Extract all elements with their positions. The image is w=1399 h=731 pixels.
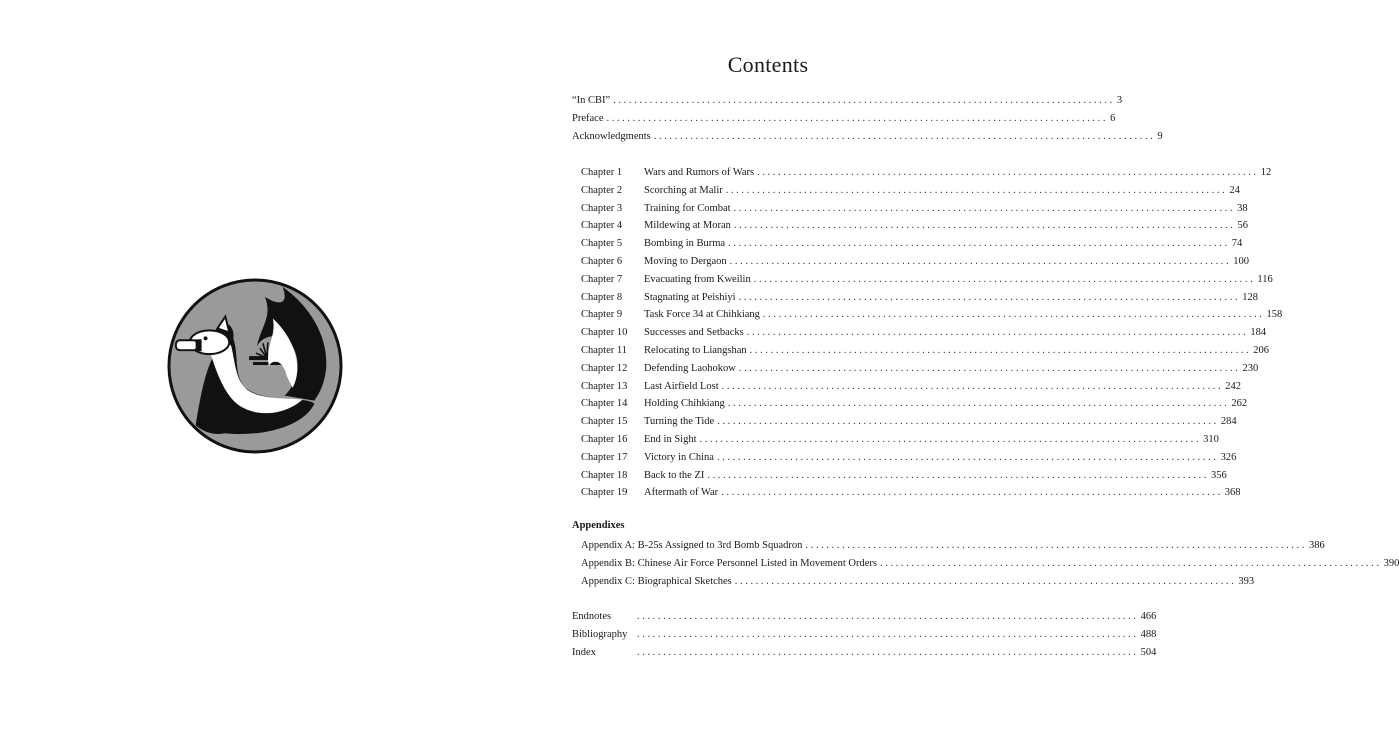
chapter-number: Chapter 17 bbox=[581, 451, 628, 463]
page-title: Contents bbox=[727, 52, 809, 77]
toc-page: 158 bbox=[1266, 309, 1283, 321]
toc-entry-index[interactable] bbox=[572, 646, 1157, 660]
toc-entry-bibliography[interactable] bbox=[572, 628, 1157, 642]
toc-label: Stagnating at Peishiyi bbox=[644, 291, 736, 303]
toc-label: Evacuating from Kweilin bbox=[644, 273, 751, 285]
leader-dots: ................................................................................................ bbox=[762, 309, 1265, 321]
toc-page: 356 bbox=[1210, 469, 1227, 481]
chapter-number: Chapter 3 bbox=[581, 202, 623, 214]
toc-label: Wars and Rumors of Wars bbox=[644, 167, 755, 178]
toc-entry-chapter[interactable] bbox=[644, 380, 1242, 394]
leader-dots: ................................................................................................ bbox=[637, 611, 1139, 622]
toc-entry-chapter[interactable] bbox=[644, 291, 1258, 305]
leader-dots: ................................................................................................ bbox=[733, 202, 1236, 214]
toc-label: Holding Chihkiang bbox=[644, 398, 725, 410]
chapter-number: Chapter 8 bbox=[581, 291, 623, 303]
toc-page: 284 bbox=[1220, 416, 1237, 428]
toc-label: Victory in China bbox=[644, 451, 714, 463]
toc-label: Bibliography bbox=[572, 629, 628, 640]
toc-entry-chapter[interactable] bbox=[644, 344, 1270, 358]
toc-entry-chapter[interactable] bbox=[644, 273, 1273, 287]
toc-entry-chapter[interactable] bbox=[644, 166, 1272, 180]
toc-entry-chapter[interactable] bbox=[644, 255, 1249, 269]
toc-page: 310 bbox=[1203, 434, 1219, 445]
chapter-number: Chapter 18 bbox=[581, 469, 628, 481]
chapter-number: Chapter 11 bbox=[581, 345, 627, 356]
toc-page: 393 bbox=[1238, 576, 1255, 587]
toc-entry-chapter[interactable] bbox=[644, 433, 1219, 447]
toc-entry-chapter[interactable] bbox=[644, 326, 1267, 340]
leader-dots: ................................................................................................ bbox=[716, 451, 1219, 463]
leader-dots: ................................................................................................ bbox=[728, 238, 1230, 250]
toc-page: 230 bbox=[1242, 362, 1259, 374]
toc-page: 184 bbox=[1250, 327, 1267, 339]
leader-dots: ................................................................................................ bbox=[734, 576, 1237, 587]
toc-entry-chapter[interactable] bbox=[644, 219, 1249, 233]
toc-label: Back to the ZI bbox=[644, 469, 705, 481]
leader-dots: ................................................................................................ bbox=[721, 487, 1223, 499]
toc-page: 74 bbox=[1231, 238, 1243, 250]
toc-label: Appendix A: B-25s Assigned to 3rd Bomb Squadron bbox=[581, 540, 803, 551]
toc-page: 390 bbox=[1383, 558, 1399, 569]
chapter-number: Chapter 4 bbox=[581, 220, 623, 232]
toc-entry-in-cbi[interactable] bbox=[572, 94, 1123, 108]
toc-label: “In CBI” bbox=[572, 95, 611, 106]
leader-dots: ................................................................................................ bbox=[753, 273, 1256, 285]
leader-dots: ................................................................................................ bbox=[637, 629, 1139, 640]
toc-entry-chapter[interactable] bbox=[644, 308, 1283, 322]
chapter-number: Chapter 14 bbox=[581, 398, 628, 410]
leader-dots: ................................................................................................ bbox=[738, 291, 1241, 303]
toc-page: 128 bbox=[1242, 291, 1258, 303]
leader-dots: ................................................................................................ bbox=[880, 558, 1382, 569]
appendixes-heading: Appendixes bbox=[572, 520, 625, 531]
leader-dots: ................................................................................................ bbox=[707, 469, 1209, 481]
toc-page: 24 bbox=[1229, 184, 1240, 196]
chapter-number: Chapter 15 bbox=[581, 416, 628, 428]
toc-page: 368 bbox=[1224, 487, 1241, 499]
toc-label: Turning the Tide bbox=[644, 416, 715, 428]
leader-dots: ................................................................................................ bbox=[738, 362, 1241, 374]
toc-label: Successes and Setbacks bbox=[644, 327, 744, 339]
leader-dots: ................................................................................................ bbox=[749, 345, 1252, 356]
toc-page: 9 bbox=[1157, 131, 1163, 142]
toc-entry-chapter[interactable] bbox=[644, 184, 1240, 198]
toc-page: 3 bbox=[1116, 95, 1123, 106]
toc-page: 6 bbox=[1110, 113, 1116, 124]
leader-dots: ................................................................................................ bbox=[725, 184, 1228, 196]
leader-dots: ................................................................................................ bbox=[805, 540, 1307, 551]
toc-page: 56 bbox=[1237, 220, 1249, 232]
toc-page: 262 bbox=[1231, 398, 1248, 410]
toc-label: Acknowledgments bbox=[572, 131, 651, 142]
toc-label: Endnotes bbox=[572, 611, 612, 622]
toc-entry-appendix-c[interactable] bbox=[581, 575, 1255, 589]
chapter-number: Chapter 13 bbox=[581, 380, 628, 392]
toc-page: 386 bbox=[1309, 540, 1325, 551]
toc-page: 242 bbox=[1225, 380, 1242, 392]
leader-dots: ................................................................................................ bbox=[613, 95, 1115, 106]
toc-page: 466 bbox=[1140, 611, 1157, 622]
toc-label: Moving to Dergaon bbox=[644, 256, 727, 267]
toc-label: Training for Combat bbox=[644, 202, 731, 214]
leader-dots: ................................................................................................ bbox=[757, 167, 1259, 178]
chapter-number: Chapter 7 bbox=[581, 273, 623, 285]
toc-entry-chapter[interactable] bbox=[644, 237, 1243, 251]
toc-page: 206 bbox=[1253, 345, 1270, 356]
toc-label: Bombing in Burma bbox=[644, 238, 726, 250]
toc-label: Task Force 34 at Chihkiang bbox=[644, 309, 760, 321]
toc-entry-chapter[interactable] bbox=[644, 469, 1227, 483]
toc-entry-appendix-b[interactable] bbox=[581, 557, 1399, 571]
toc-entry-appendix-a[interactable] bbox=[581, 539, 1325, 553]
chapter-number: Chapter 1 bbox=[581, 167, 623, 178]
leader-dots: ................................................................................................ bbox=[729, 256, 1232, 267]
toc-page: 38 bbox=[1237, 202, 1248, 214]
leader-dots: ................................................................................................ bbox=[653, 131, 1156, 142]
toc-label: Defending Laohokow bbox=[644, 362, 736, 374]
toc-entry-acknowledgments[interactable] bbox=[572, 130, 1163, 144]
leader-dots: ................................................................................................ bbox=[733, 220, 1236, 232]
toc-label: Aftermath of War bbox=[644, 487, 719, 499]
leader-dots: ................................................................................................ bbox=[746, 327, 1249, 339]
leader-dots: ................................................................................................ bbox=[699, 434, 1202, 445]
toc-label: End in Sight bbox=[644, 434, 697, 445]
chapter-number: Chapter 10 bbox=[581, 327, 628, 339]
chapter-number: Chapter 16 bbox=[581, 434, 628, 445]
chapter-number: Chapter 5 bbox=[581, 238, 623, 250]
toc-label: Relocating to Liangshan bbox=[644, 345, 747, 356]
toc-label: Appendix C: Biographical Sketches bbox=[581, 576, 732, 587]
toc-page: 326 bbox=[1220, 451, 1237, 463]
leader-dots: ................................................................................................ bbox=[727, 398, 1230, 410]
toc-entry-endnotes[interactable] bbox=[572, 610, 1157, 624]
toc-entry-chapter[interactable] bbox=[644, 397, 1248, 411]
toc-page: 504 bbox=[1140, 647, 1157, 658]
toc-entry-chapter[interactable] bbox=[644, 451, 1237, 465]
toc-label: Scorching at Malir bbox=[644, 184, 723, 196]
toc-entry-chapter[interactable] bbox=[644, 486, 1241, 500]
toc-label: Mildewing at Moran bbox=[644, 220, 731, 232]
toc-entry-chapter[interactable] bbox=[644, 362, 1259, 376]
chapter-number: Chapter 6 bbox=[581, 256, 623, 267]
toc-page: 100 bbox=[1233, 256, 1249, 267]
chapter-number: Chapter 12 bbox=[581, 362, 628, 374]
chapter-number: Chapter 19 bbox=[581, 487, 628, 499]
leader-dots: ................................................................................................ bbox=[637, 647, 1139, 658]
toc-entry-chapter[interactable] bbox=[644, 415, 1237, 429]
toc-label: Index bbox=[572, 647, 596, 658]
leader-dots: ................................................................................................ bbox=[717, 416, 1219, 428]
toc-page: 488 bbox=[1140, 629, 1157, 640]
toc-page: 12 bbox=[1260, 167, 1272, 178]
chapter-number: Chapter 2 bbox=[581, 184, 623, 196]
toc-page: 116 bbox=[1257, 273, 1273, 285]
toc-label: Appendix B: Chinese Air Force Personnel Listed in Movement Orders bbox=[581, 558, 877, 569]
chapter-number: Chapter 9 bbox=[581, 309, 623, 321]
leader-dots: ................................................................................................ bbox=[721, 380, 1224, 392]
leader-dots: ................................................................................................ bbox=[606, 113, 1109, 124]
toc-label: Last Airfield Lost bbox=[644, 380, 719, 392]
squadron-emblem-icon bbox=[166, 277, 344, 455]
toc-entry-chapter[interactable] bbox=[644, 202, 1248, 216]
toc-label: Preface bbox=[572, 113, 604, 124]
toc-entry-preface[interactable] bbox=[572, 112, 1116, 126]
